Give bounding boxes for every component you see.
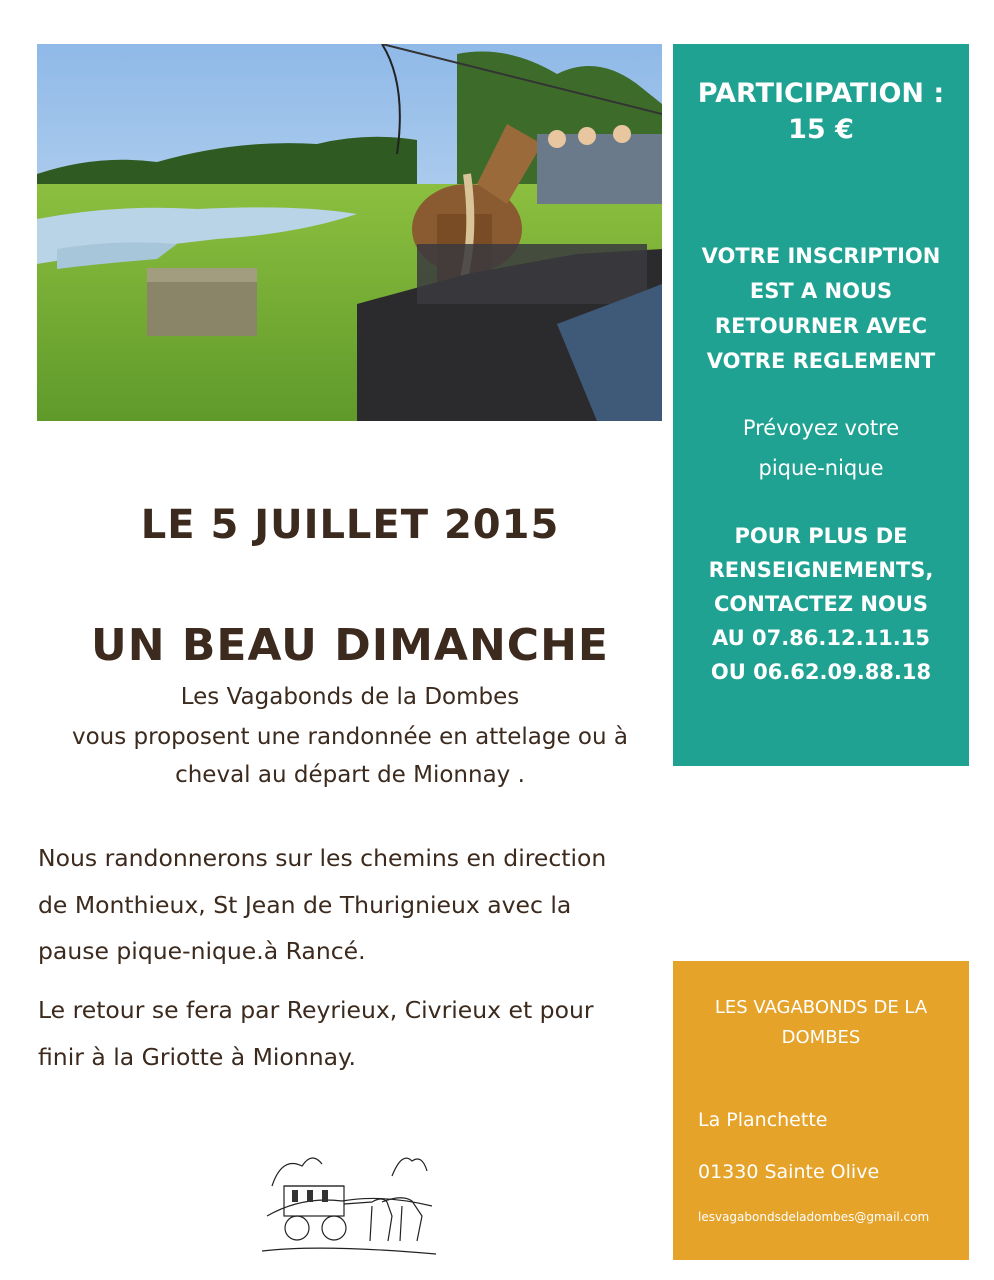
carriage-sketch-logo xyxy=(262,1146,436,1266)
intro-line-2: vous proposent une randonnée en attelage ou à xyxy=(72,724,628,750)
paragraph-1-line-3: pause pique-nique.à Rancé. xyxy=(38,937,366,965)
picnic-line-1: Prévoyez votre xyxy=(742,416,900,440)
org-name-line-2: DOMBES xyxy=(781,1027,861,1048)
contact-line-3: CONTACTEZ NOUS xyxy=(713,592,928,616)
paragraph-1-line-2: de Monthieux, St Jean de Thurignieux avec la xyxy=(38,891,572,919)
participation-panel xyxy=(673,44,969,766)
participation-label: PARTICIPATION : xyxy=(697,78,945,109)
contact-line-1: POUR PLUS DE xyxy=(734,524,908,548)
inscription-line-2: EST A NOUS xyxy=(749,279,893,303)
header-photo xyxy=(37,44,662,421)
contact-email[interactable]: lesvagabondsdeladombes@gmail.com xyxy=(698,1210,930,1224)
address-street: La Planchette xyxy=(698,1109,828,1131)
address-city: 01330 Sainte Olive xyxy=(698,1161,880,1183)
paragraph-1-line-1: Nous randonnerons sur les chemins en direction xyxy=(38,844,607,872)
picnic-line-2: pique-nique xyxy=(758,456,884,480)
intro-line-1: Les Vagabonds de la Dombes xyxy=(180,684,520,710)
carriage-photo-illustration xyxy=(37,44,662,421)
contact-phone-2: OU 06.62.09.88.18 xyxy=(710,660,932,684)
inscription-line-4: VOTRE REGLEMENT xyxy=(706,349,936,373)
paragraph-2-line-1: Le retour se fera par Reyrieux, Civrieux et pour xyxy=(38,996,594,1024)
inscription-line-3: RETOURNER AVEC xyxy=(714,314,928,338)
event-main-title: UN BEAU DIMANCHE xyxy=(91,620,609,671)
inscription-line-1: VOTRE INSCRIPTION xyxy=(701,244,941,268)
contact-phone-1: AU 07.86.12.11.15 xyxy=(712,626,930,650)
org-name-line-1: LES VAGABONDS DE LA xyxy=(714,997,928,1018)
participation-price: 15 € xyxy=(788,114,854,145)
address-panel xyxy=(673,961,969,1260)
event-date-title: LE 5 JUILLET 2015 xyxy=(140,502,560,548)
paragraph-2-line-2: finir à la Griotte à Mionnay. xyxy=(38,1043,357,1071)
contact-line-2: RENSEIGNEMENTS, xyxy=(708,558,934,582)
carriage-sketch-icon xyxy=(262,1146,436,1266)
intro-line-3: cheval au départ de Mionnay . xyxy=(175,762,525,788)
